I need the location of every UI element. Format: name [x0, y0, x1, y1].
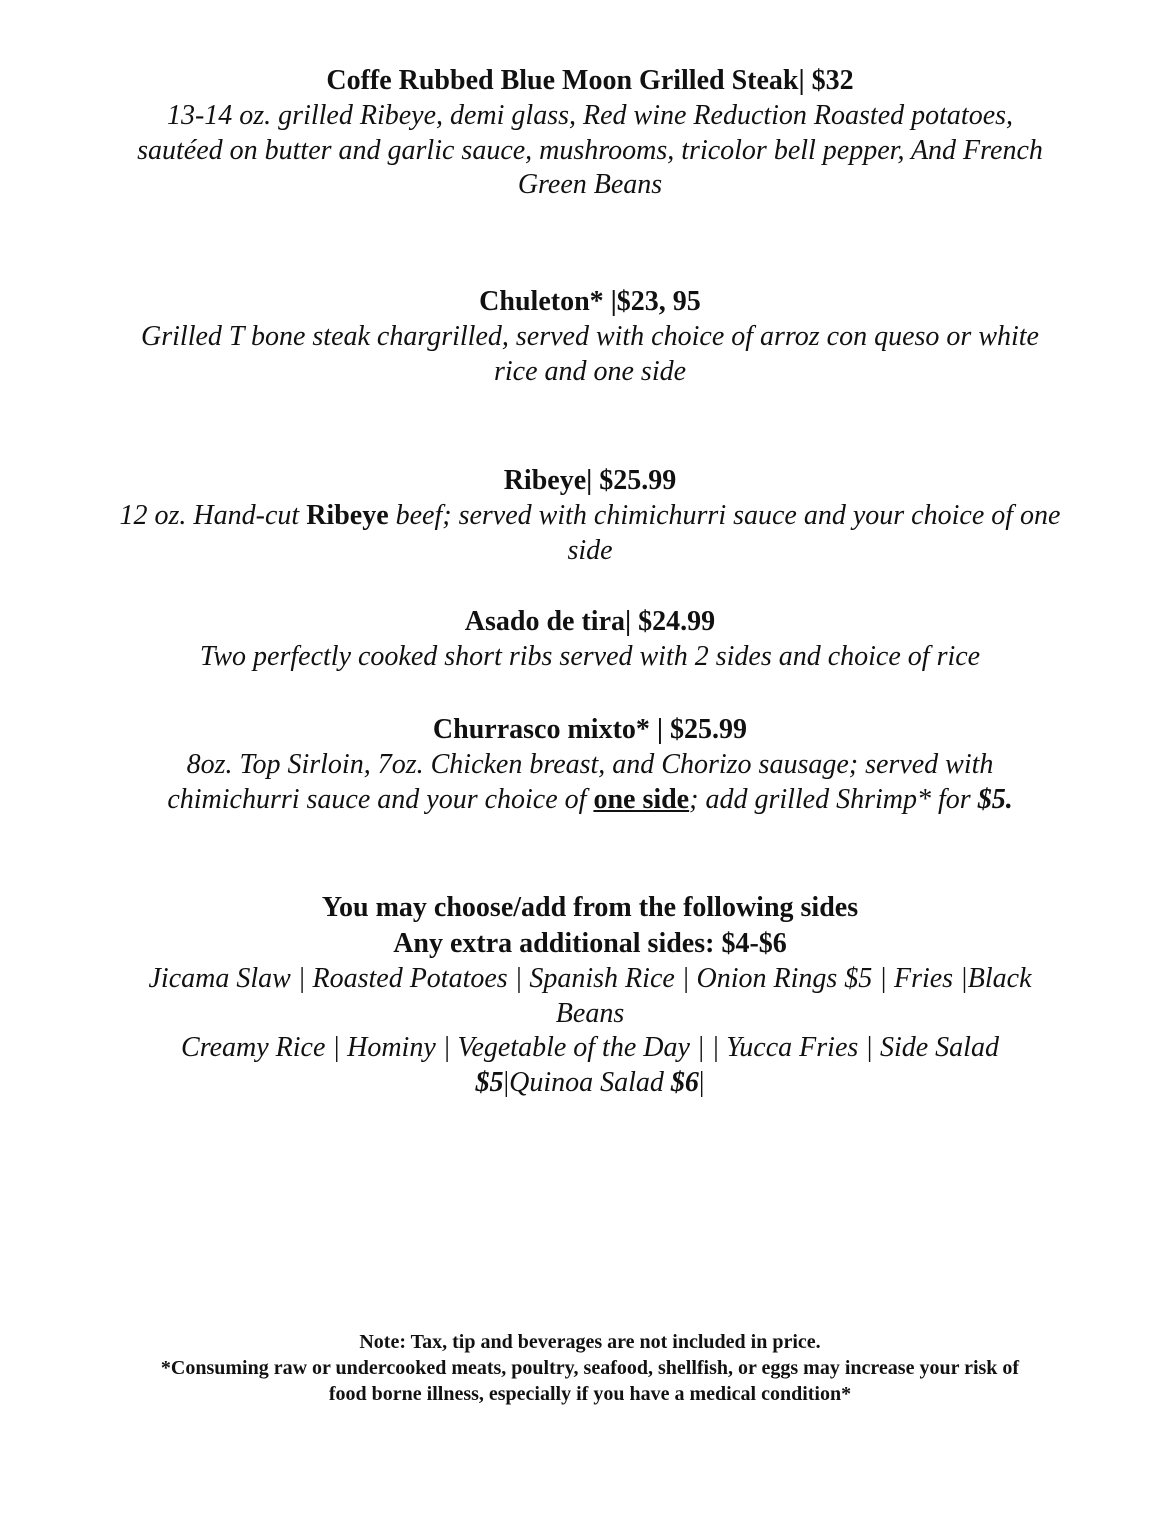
item-title: Asado de tira| $24.99: [464, 606, 716, 637]
desc-text: beef; served with chimichurri sauce and your choice of one: [388, 500, 1061, 531]
item-title: Ribeye| $25.99: [503, 465, 677, 496]
desc-underlined-text: one side: [593, 783, 690, 815]
sides-list-line: [60, 1066, 1120, 1101]
desc-text: 12 oz. Hand-cut: [119, 500, 307, 531]
item-description-line: Green Beans: [517, 169, 663, 200]
menu-item-blue-moon-steak: [60, 63, 1120, 203]
sides-list-line: Beans: [555, 997, 625, 1029]
sides-heading: You may choose/add from the following sides: [321, 892, 859, 923]
item-description-line: 8oz. Top Sirloin, 7oz. Chicken breast, and Chorizo sausage; served with: [186, 749, 994, 780]
menu-item-asado-de-tira: [60, 604, 1120, 675]
side-price: $6: [670, 1066, 699, 1098]
note-line: Note: Tax, tip and beverages are not included in price.: [359, 1331, 821, 1353]
menu-item-churrasco-mixto: [60, 712, 1120, 817]
menu-item-chuleton: [60, 284, 1120, 389]
item-description-line: [60, 499, 1120, 534]
desc-text: ; add grilled Shrimp* for: [689, 783, 978, 815]
warning-line: *Consuming raw or undercooked meats, poultry, seafood, shellfish, or eggs may increase your risk of: [160, 1357, 1020, 1379]
desc-text: chimichurri sauce and your choice of: [167, 783, 594, 815]
sides-section: [60, 890, 1120, 1100]
sides-extra-heading: Any extra additional sides: $4-$6: [393, 928, 787, 959]
item-title: Chuleton* |$23, 95: [479, 286, 701, 317]
item-description-line: 13-14 oz. grilled Ribeye, demi glass, Red wine Reduction Roasted potatoes,: [166, 100, 1014, 131]
desc-bold-text: Ribeye: [306, 500, 389, 531]
item-description-line: side: [567, 534, 613, 566]
item-description-line: Two perfectly cooked short ribs served with 2 sides and choice of rice: [199, 641, 981, 672]
side-price: $5: [475, 1066, 504, 1098]
sides-list-line: Creamy Rice | Hominy | Vegetable of the Day | | Yucca Fries | Side Salad: [181, 1032, 999, 1063]
item-description-line: sautéed on butter and garlic sauce, mushrooms, tricolor bell pepper, And French: [137, 134, 1043, 166]
item-title: Churrasco mixto* | $25.99: [432, 714, 748, 745]
menu-item-ribeye: [60, 463, 1120, 568]
sides-list-line: Jicama Slaw | Roasted Potatoes | Spanish Rice | Onion Rings $5 | Fries |Black: [148, 963, 1032, 994]
item-description-line: Grilled T bone steak chargrilled, served with choice of arroz con queso or white: [141, 321, 1039, 352]
item-description-line: [60, 783, 1120, 818]
separator: |: [698, 1066, 705, 1098]
footer-note: [60, 1329, 1120, 1407]
separator: |: [503, 1066, 510, 1098]
item-description-line: rice and one side: [493, 355, 687, 387]
warning-line: food borne illness, especially if you have a medical condition*: [328, 1383, 852, 1405]
desc-bold-price: $5.: [977, 783, 1013, 815]
side-name: Quinoa Salad: [509, 1066, 671, 1098]
item-title: Coffe Rubbed Blue Moon Grilled Steak| $32: [326, 65, 854, 96]
